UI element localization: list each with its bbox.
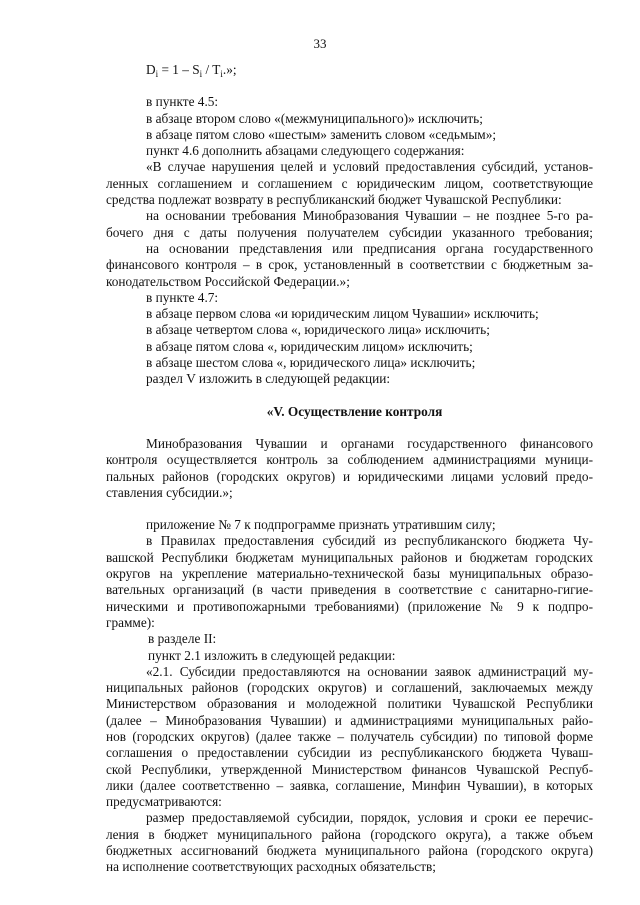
rules-line: пункт 2.1 изложить в следующей редакции: [148, 647, 396, 663]
rules-line: в разделе II: [148, 631, 217, 647]
text-line: в абзаце пятом слово «шестым» заменить словом «седьмым»; [146, 126, 497, 142]
text-line: в абзаце шестом слова «, юридического лица» исключить; [146, 355, 476, 371]
control-line: контроля осуществляется контроль за соблюдением администрациями муници- [106, 452, 593, 468]
rules-line: грамме): [106, 614, 155, 630]
text-line: на основании представления или предписания органа государственного [146, 240, 593, 256]
control-line: ставления субсидии.»; [106, 484, 233, 500]
document-body [106, 62, 593, 876]
rules-line: приложение № 7 к подпрограмме признать утратившим силу; [146, 517, 496, 533]
control-line: пальных районов (городских округов) и юридическими лицами условий предо- [106, 468, 593, 484]
formula-slash: / T [202, 62, 221, 77]
formula-lhs-subscript: i [155, 69, 159, 79]
text-line: в абзаце четвертом слова «, юридического лица» исключить; [146, 322, 490, 338]
text-line: ленных соглашением и соглашением с юридическим лицом, соответствующие [106, 175, 593, 191]
clause-line: предусматриваются: [106, 794, 222, 810]
formula-t-subscript: i [220, 69, 223, 79]
text-line: в абзаце первом слова «и юридическим лицом Чувашии» исключить; [146, 306, 539, 322]
spacer [106, 501, 593, 517]
spacer [106, 388, 593, 404]
clause-line: на исполнение соответствующих расходных обязательств; [106, 859, 436, 875]
clause-line: (далее – Минобразования Чувашии) и администрациями муниципальных райо- [106, 712, 593, 728]
text-line: финансового контроля – в срок, установленный в соответствии с бюджетным за- [106, 257, 593, 273]
rules-line: вашской Республики бюджетам муниципальных районов и бюджетам городских [106, 549, 593, 565]
formula-lhs: D [146, 62, 156, 77]
clause-line: соглашения о предоставлении субсидии из республиканского бюджета Чуваш- [106, 745, 593, 761]
rules-line: вательных организаций (в части приведения в соответствие с санитарно-гигие- [106, 582, 593, 598]
formula-s-subscript: i [199, 69, 203, 79]
text-line: на основании требования Минобразования Чувашии – не позднее 5-го ра- [146, 208, 593, 224]
formula-line [106, 62, 593, 78]
text-line: пункт 4.6 дополнить абзацами следующего содержания: [146, 143, 465, 159]
clause-line: Министерством образования и молодежной политики Чувашской Республики [106, 696, 593, 712]
text-line: в абзаце втором слово «(межмуниципального)» исключить; [146, 110, 483, 126]
formula-tail: .»; [222, 62, 237, 77]
rules-line: округов на укрепление материально-технической базы муниципальных образо- [106, 566, 593, 582]
control-line: Минобразования Чувашии и органами государственного финансового [146, 435, 593, 451]
clause-line: размер предоставляемой субсидии, порядок, условия и сроки ее перечис- [146, 810, 593, 826]
text-line: бочего дня с даты получения получателем субсидии указанного требования; [106, 224, 593, 240]
text-line: раздел V изложить в следующей редакции: [146, 371, 391, 387]
clause-line: лики (далее соответственно – заявка, соглашение, Минфин Чувашии), в которых [106, 777, 593, 793]
text-line: средства подлежат возврату в республиканский бюджет Чувашской Республики: [106, 192, 562, 208]
formula-mid: = 1 – S [158, 62, 200, 77]
clause-line: ления в бюджет муниципального района (городского округа), а также объем [106, 826, 593, 842]
text-line: в пункте 4.7: [146, 289, 219, 305]
rules-line: ническими и противопожарными требованиями) (приложение № 9 к подпро- [106, 598, 593, 614]
rules-line: в Правилах предоставления субсидий из республиканского бюджета Чу- [146, 533, 593, 549]
clause-line: нов (городских округов) (далее также – получатель субсидии) по типовой форме [106, 728, 593, 744]
text-line: «В случае нарушения целей и условий предоставления субсидий, установ- [146, 159, 593, 175]
section-heading: «V. Осуществление контроля [266, 403, 443, 419]
page-number: 33 [313, 36, 327, 51]
spacer [106, 420, 593, 436]
clause-line: ниципальных районов (городских округов) и соглашений, заключаемых между [106, 680, 593, 696]
text-line: конодательством Российской Федерации.»; [106, 273, 350, 289]
spacer [106, 78, 593, 94]
clause-line: «2.1. Субсидии предоставляются на основании заявок администраций му- [146, 663, 593, 679]
text-line: в абзаце пятом слова «, юридическим лицом» исключить; [146, 338, 473, 354]
text-line: в пункте 4.5: [146, 94, 219, 110]
clause-line: ской Республики, утвержденной Министерством финансов Чувашской Респуб- [106, 761, 593, 777]
clause-line: бюджетных ассигнований бюджета муниципального района (городского округа) [106, 843, 593, 859]
